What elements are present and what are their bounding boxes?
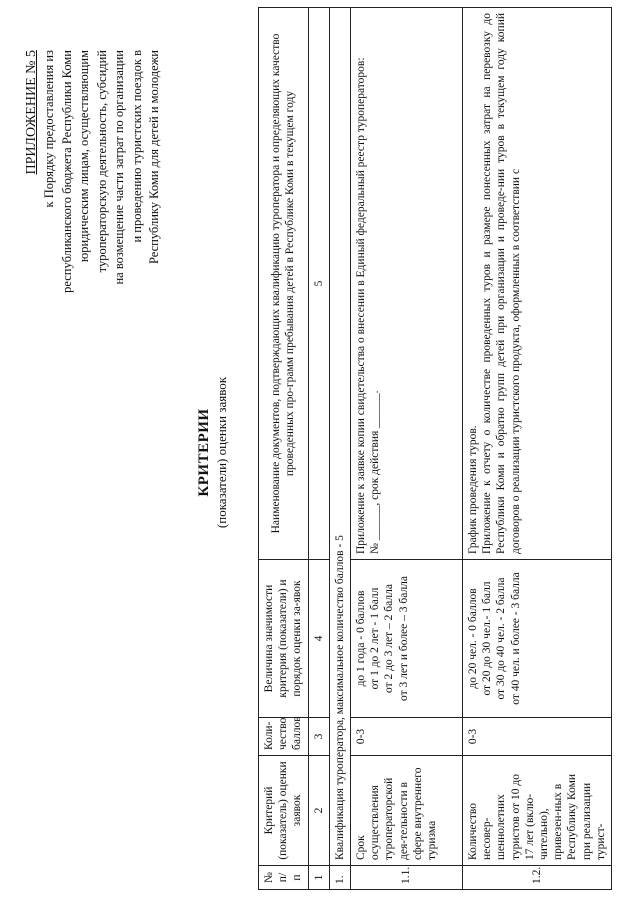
- column-number: 5: [308, 8, 329, 560]
- appendix-block: [22, 50, 164, 370]
- table-header-row: [259, 8, 309, 890]
- appendix-line: и проведению туристских поездок в: [129, 50, 144, 243]
- docs-line: График проведения туров.: [467, 425, 480, 554]
- appendix-line: юридическим лицам, осуществляющим: [77, 50, 91, 263]
- header-value: Величина значимости критерия (показатели) и порядок оценки за-явок: [259, 560, 309, 718]
- row-num: 1.1.: [351, 866, 463, 890]
- value-line: от 1 до 2 лет - 1 балл: [369, 587, 382, 690]
- appendix-line: туроператорскую деятельность, субсидий: [94, 50, 109, 273]
- appendix-line: Республику Коми для детей и молодежи: [147, 50, 161, 265]
- criteria-table: [258, 7, 612, 890]
- appendix-line: республиканского бюджета Республики Коми: [59, 50, 74, 293]
- row-values: [463, 560, 612, 718]
- section-text: Квалификация туроператора, максимальное количество баллов - 5: [329, 8, 350, 866]
- row-num: 1.2.: [463, 866, 612, 890]
- value-line: до 20 чел. - 0 баллов: [467, 588, 480, 689]
- header-num: № п/п: [259, 866, 309, 890]
- appendix-line: к Порядку предоставления из: [42, 50, 56, 208]
- table-row: [351, 8, 463, 890]
- docs-line: № ______, срок действия ______.: [369, 390, 382, 554]
- docs-line: Приложение к заявке копии свидетельства о внесении в Единый федеральный реестр туроператоров:: [355, 57, 368, 554]
- row-criterion: Количество несовер-шеннолетних туристов от 10 до 17 лет (вклю-чительно), привезен-ных в Республику Коми при реализации турист-: [463, 756, 612, 866]
- document-title: КРИТЕРИИ: [196, 408, 212, 497]
- column-number-row: [308, 8, 329, 890]
- section-num: 1.: [329, 866, 350, 890]
- header-criterion: Критерий (показатель) оценки заявок: [259, 756, 309, 866]
- section-row: [329, 8, 350, 890]
- column-number: 1: [308, 866, 329, 890]
- row-criterion: Срок осуществления туроператорской дея-тельности в сфере внутреннего туризма: [351, 756, 463, 866]
- column-number: 2: [308, 756, 329, 866]
- row-values: [351, 560, 463, 718]
- row-docs: [351, 8, 463, 560]
- header-docs: Наименование документов, подтверждающих квалификацию туроператора и определяющих качество проведенных про-грамм пребывания детей в Республике Коми в текущем году: [259, 8, 309, 560]
- row-docs: [463, 8, 612, 560]
- value-line: от 20 до 30 чел.- 1 балл: [481, 581, 494, 696]
- value-line: от 40 чел. и более - 3 балла: [509, 572, 522, 705]
- column-number: 3: [308, 718, 329, 756]
- row-points: 0-3: [351, 718, 463, 756]
- value-line: от 2 до 3 лет – 2 балла: [383, 584, 396, 693]
- appendix-line: на возмещение части затрат по организации: [112, 50, 126, 285]
- header-points: Коли-чество баллов: [259, 718, 309, 756]
- column-number: 4: [308, 560, 329, 718]
- row-points: 0-3: [463, 718, 612, 756]
- value-line: от 30 до 40 чел. - 2 балла: [495, 577, 508, 700]
- value-line: до 1 года - 0 баллов: [355, 590, 368, 687]
- document-subtitle: (показатели) оценки заявок: [214, 376, 229, 529]
- docs-line: Приложение к отчету о количестве проведенных туров и размере понесенных затрат на перевозку до Республики Коми и обратно групп детей при организации и проведе-нии туров в текущем году копий договоров о реализации туристского продукта, оформленных в соответствии с: [481, 13, 522, 554]
- appendix-title: ПРИЛОЖЕНИЕ № 5: [24, 50, 39, 175]
- table-row: [463, 8, 612, 890]
- value-line: от 3 лет и более – 3 балла: [397, 575, 410, 702]
